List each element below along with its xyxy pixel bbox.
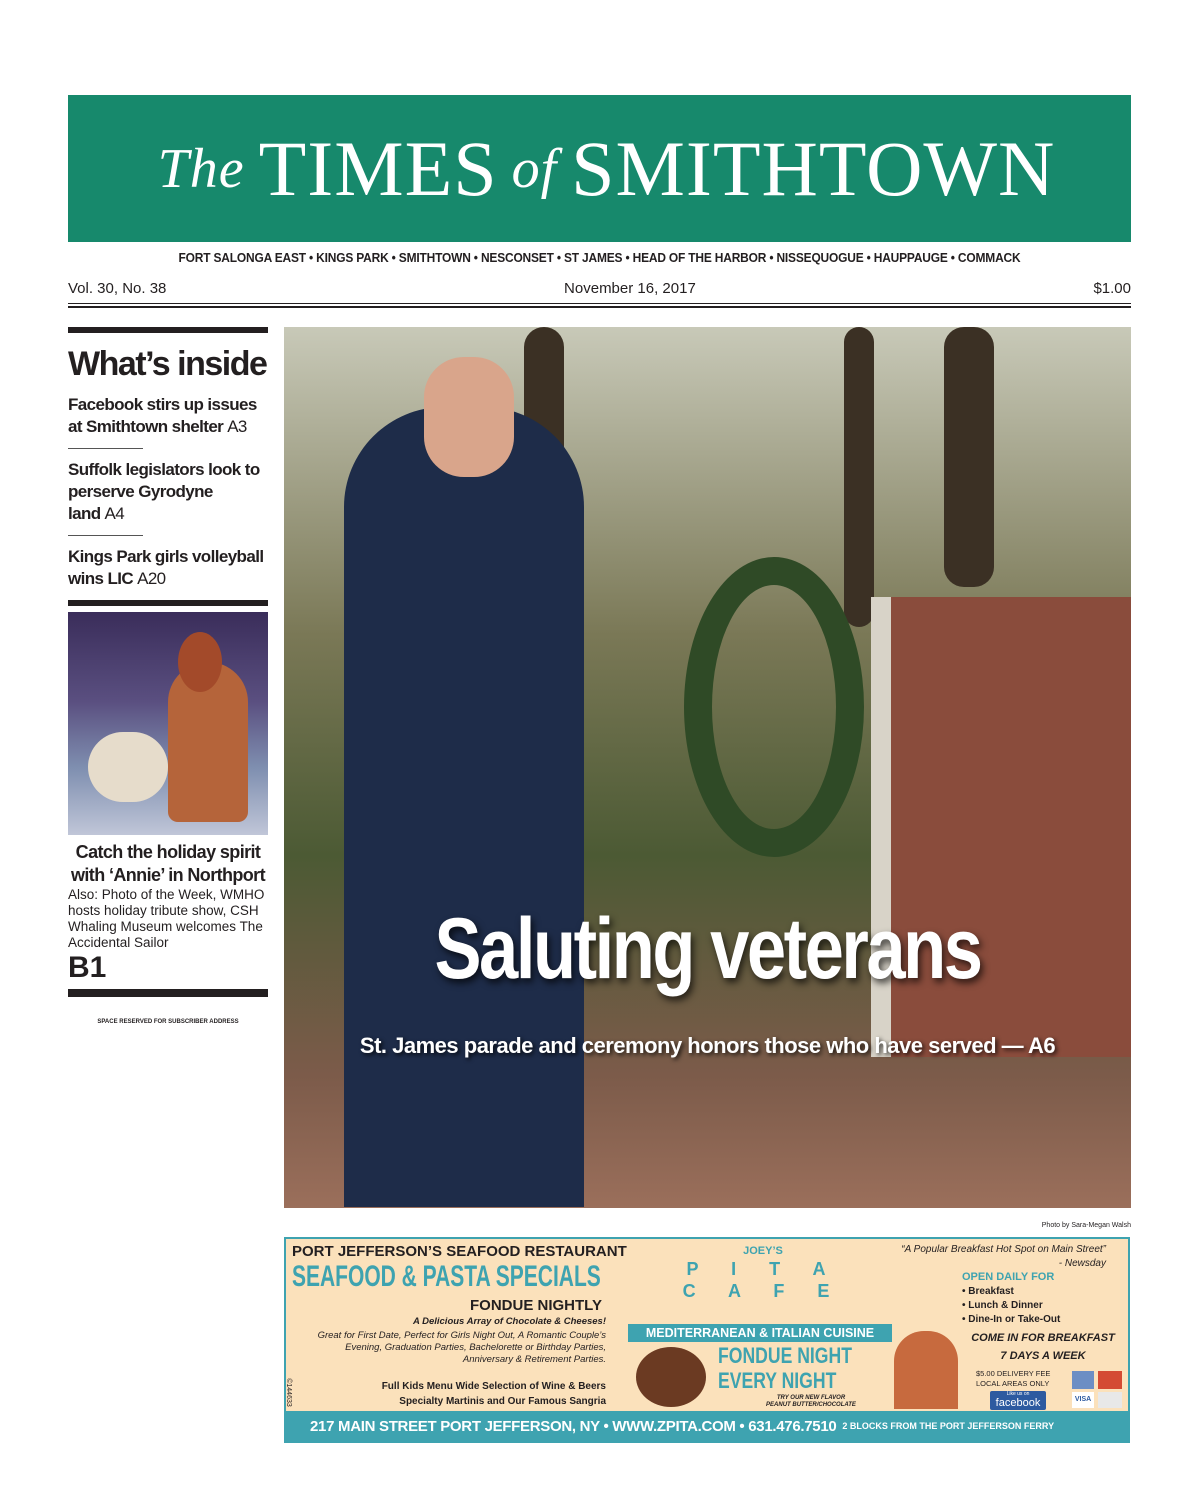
divider (68, 306, 1131, 308)
feature-caption[interactable]: Catch the holiday spirit with ‘Annie’ in Northport (71, 842, 265, 885)
ad-kids: Full Kids Menu Wide Selection of Wine & Beers (381, 1381, 606, 1392)
ad-cuisine: MEDITERRANEAN & ITALIAN CUISINE (628, 1324, 892, 1342)
divider (68, 448, 143, 449)
ad-address: 217 MAIN STREET PORT JEFFERSON, NY • WWW.ZPITA.COM • 631.476.7510 (310, 1417, 837, 1435)
volume: Vol. 30, No. 38 (68, 280, 167, 297)
restaurant-building-image (894, 1331, 958, 1409)
discover-icon (1098, 1392, 1122, 1408)
ad-hours: • Breakfast (962, 1286, 1014, 1297)
ad-footer (286, 1411, 1128, 1441)
ad-delivery: $5.00 DELIVERY FEE (976, 1369, 1051, 1378)
masthead-times: TIMES (258, 124, 498, 212)
story-title: Suffolk legislators look to perserve Gyrodyne land (68, 460, 260, 523)
zpita-logo: JOEY’S P I T A C A F E (682, 1245, 844, 1301)
masthead-smithtown: SMITHTOWN (571, 124, 1056, 212)
ad-array: A Delicious Array of Chocolate & Cheeses! (412, 1316, 606, 1327)
story-title: Kings Park girls volleyball wins LIC (68, 547, 264, 588)
ad-occasions: Great for First Date, Perfect for Girls Night Out, A Romantic Couple’s Evening, Graduation Parties, Bachelorette or Birthday Parties, Anniversary & Retirement Parties. (317, 1330, 606, 1365)
ad-fondue-night: FONDUE NIGHT (718, 1343, 852, 1368)
annie-photo (68, 612, 268, 835)
sidebar-story[interactable] (68, 540, 268, 600)
whats-inside-sidebar (68, 327, 268, 1025)
ad-come: COME IN FOR BREAKFAST (971, 1332, 1115, 1344)
ad-hours: • Lunch & Dinner (962, 1300, 1043, 1311)
lead-headline[interactable]: Saluting veterans (434, 901, 981, 997)
issue-date: November 16, 2017 (564, 280, 696, 297)
ad-every-night: EVERY NIGHT (718, 1368, 837, 1393)
ad-fondue: FONDUE NIGHTLY (470, 1297, 602, 1314)
feature-page: B1 (68, 951, 107, 984)
ad-local: LOCAL AREAS ONLY (976, 1379, 1050, 1388)
story-page: A3 (227, 417, 247, 436)
ad-martinis: Specialty Martinis and Our Famous Sangria (399, 1396, 606, 1407)
ad-quote-source: - Newsday (1058, 1258, 1106, 1269)
divider (68, 535, 143, 536)
sidebar-story[interactable] (68, 388, 268, 448)
ad-flavor: PEANUT BUTTER/CHOCOLATE (766, 1402, 856, 1408)
ad-hours: • Dine-In or Take-Out (962, 1314, 1061, 1325)
divider (68, 327, 268, 333)
story-title: Facebook stirs up issues at Smithtown shelter (68, 395, 257, 436)
visa-icon: VISA (1072, 1392, 1094, 1408)
ad-open: OPEN DAILY FOR (962, 1271, 1055, 1283)
coverage-towns: FORT SALONGA EAST • KINGS PARK • SMITHTOWN • NESCONSET • ST JAMES • HEAD OF THE HARBOR • NISSEQUOGUE • HAUPPAUGE • COMMACK (178, 250, 1021, 265)
lead-photo (284, 327, 1131, 1208)
amex-icon (1072, 1371, 1094, 1389)
lead-deck: St. James parade and ceremony honors those who have served — A6 (359, 1033, 1056, 1058)
subscriber-address: SPACE RESERVED FOR SUBSCRIBER ADDRESS (97, 1019, 239, 1025)
sidebar-story[interactable] (68, 453, 268, 535)
feature-also: Also: Photo of the Week, WMHO hosts holiday tribute show, CSH Whaling Museum welcomes The Accidental Sailor (68, 887, 265, 950)
mastercard-icon (1098, 1371, 1122, 1389)
ad-days: 7 DAYS A WEEK (1000, 1350, 1086, 1362)
photo-credit: Photo by Sara-Megan Walsh (1041, 1222, 1131, 1229)
ad-quote: “A Popular Breakfast Hot Spot on Main Street” (901, 1244, 1106, 1255)
masthead-the: The (157, 137, 245, 200)
facebook-badge[interactable]: Like us on facebook (990, 1391, 1046, 1410)
divider (68, 303, 1131, 304)
divider (68, 600, 268, 606)
masthead (68, 95, 1131, 242)
ad-try: TRY OUR NEW FLAVOR (776, 1395, 846, 1401)
divider (68, 989, 268, 997)
ad-code: ©144633 (284, 1378, 292, 1407)
masthead-of: of (511, 137, 558, 200)
ad-ferry: 2 BLOCKS FROM THE PORT JEFFERSON FERRY (842, 1421, 1055, 1431)
story-page: A20 (137, 569, 166, 588)
story-page: A4 (104, 504, 125, 523)
advertisement[interactable] (284, 1237, 1130, 1443)
fondue-pot-image (636, 1347, 706, 1407)
sidebar-heading: What’s inside (68, 345, 267, 383)
price: $1.00 (1093, 280, 1131, 297)
ad-restaurant: PORT JEFFERSON’S SEAFOOD RESTAURANT (292, 1243, 627, 1260)
dateline (68, 280, 1131, 300)
ad-specials: SEAFOOD & PASTA SPECIALS (292, 1260, 601, 1293)
